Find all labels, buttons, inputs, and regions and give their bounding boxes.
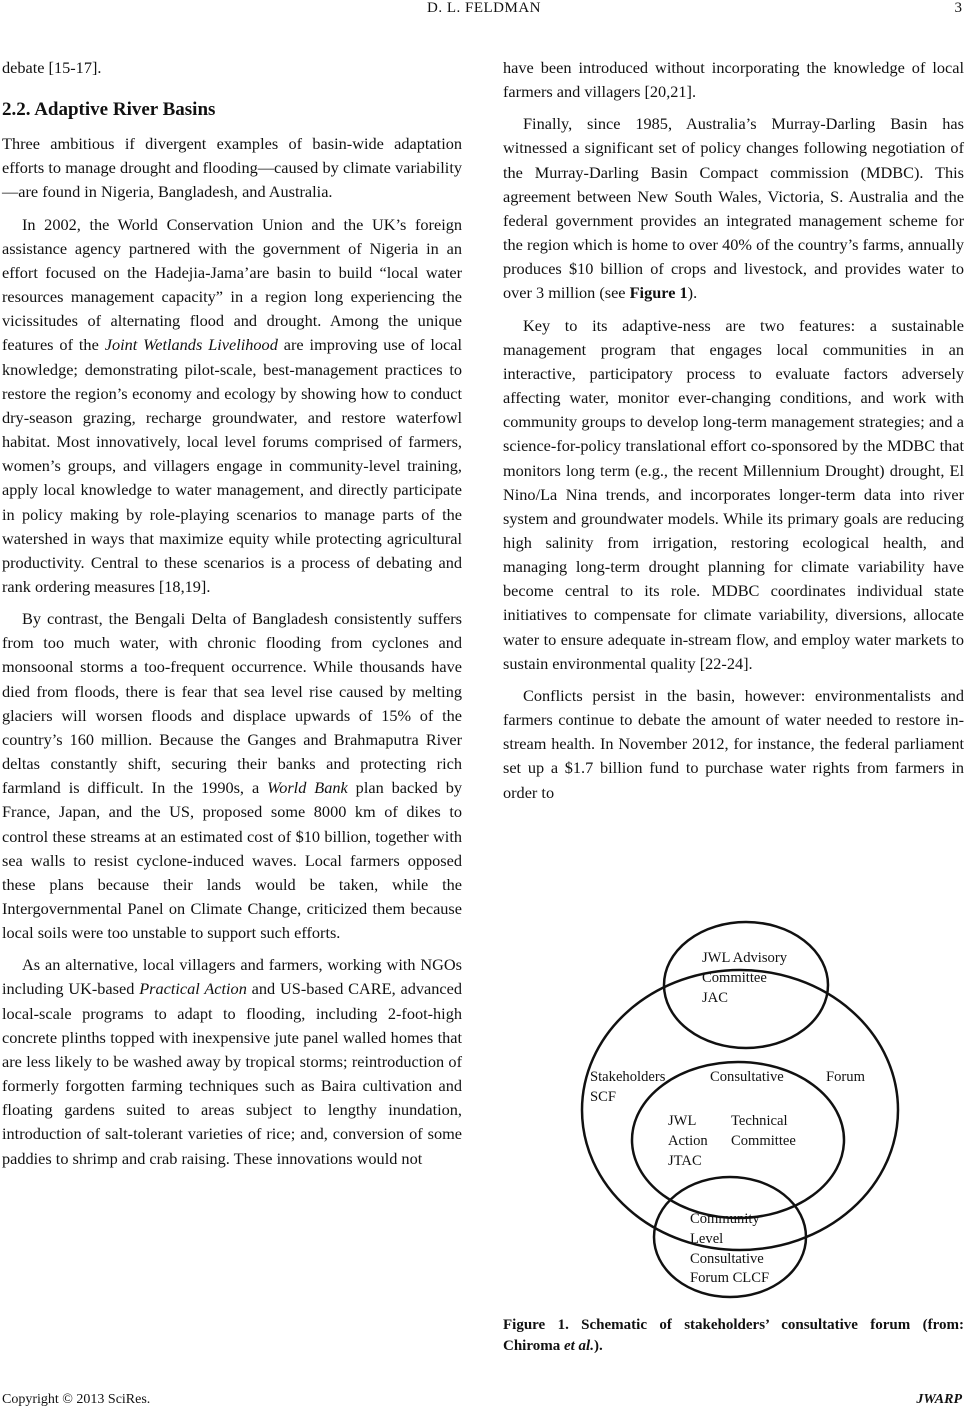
copyright-notice: Copyright © 2013 SciRes.: [2, 1392, 151, 1407]
text-run: plan backed by France, Japan, and the US, proposed some 8000 km of dikes to control these streams at an estimated cost of $10 billion, together with sea walls to resist cyclone-induced waves. Local farmers opposed these plans because their lands would be taken, while the Intergovernmental Panel on Climate Change, criticized them because local soils were too unstable to support such efforts.: [2, 778, 462, 943]
text-run: ).: [687, 283, 698, 303]
paragraph: Three ambitious if divergent examples of basin-wide adaptation efforts to manage drought and flooding—caused by climate variability—are found in Nigeria, Bangladesh, and Australia.: [2, 134, 462, 202]
jtac-label-line: JWL: [668, 1113, 697, 1129]
running-header: [0, 0, 968, 24]
clcf-label-line: Forum CLCF: [690, 1270, 770, 1286]
text-run: Finally, since 1985, Australia’s Murray-Darling Basin has witnessed a significant set of policy changes following negotiation of the Murray-Darling Basin Compact commission (MDBC). This agreement between New South Wales, Victoria, S. Australia and the federal government provides an integrated management scheme for the region which is home to over 40% of the country’s farms, annually produces $10 billion of crops and livestock, and provides water to over 3 million (see: [503, 114, 964, 303]
jtac-label-line: Action: [668, 1133, 708, 1149]
header-author: D. L. FELDMAN: [427, 0, 541, 16]
scf-label-forum: Forum: [826, 1069, 865, 1085]
paragraph: Conflicts persist in the basin, however: environmentalists and farmers continue to debate the amount of water needed to restore in-stream health. In November 2012, for instance, the federal parliament set up a $1.7 billion fund to purchase water rights from farmers in order to: [503, 685, 964, 802]
paragraph: debate [15-17].: [2, 58, 102, 77]
text-run: In 2002, the World Conservation Union and the UK’s foreign assistance agency partnered with the government of Nigeria in an effort focused on the Hadejia-Jama’are basin to build “local water resources management capacity” in a region long experiencing the vicissitudes of alternating flood and drought. Among the unique features of the: [2, 214, 462, 355]
jtac-label-line: Technical: [731, 1113, 788, 1129]
italic-term: World Bank: [267, 778, 348, 798]
italic-term: Joint Wetlands Livelihood: [104, 335, 278, 355]
text-run: and US-based CARE, advanced local-scale programs to adapt to flooding, including 2-foot-high concrete plinths topped with inexpensive jute panel walled homes that are less likely to be washed away by tropical storms; reintroduction of formerly forgotten farming techniques such as Baira cultivation and floating gardens suited to areas subject to lengthy inundation, introduction of salt-tolerant varieties of rice; and, conversion of some paddies to shrimp and crab raising. These innovations would not: [2, 979, 462, 1168]
text-run: As an alternative, local villagers and farmers, working with NGOs including UK-based: [2, 955, 462, 999]
paragraph: [2, 213, 462, 600]
text-run: are improving use of local knowledge; demonstrating pilot-scale, best-management practices to restore the region’s economy and ecology by showing how to conduct dry-season grazing, recharge groundwater, and restore waterfowl habitat. Most innovatively, local level forums comprised of farmers, women’s groups, and villagers engage in community-level training, apply local knowledge to water management, and directly participate in policy making by role-playing scenarios to manage parts of the watershed in ways that maximize equity while protecting agricultural productivity. Central to these scenarios is a process of debating and rank ordering measures [18,19].: [2, 335, 463, 596]
jtac-label-line: JTAC: [668, 1153, 702, 1169]
caption-italic: et al.: [563, 1338, 594, 1354]
section-heading: 2.2. Adaptive River Basins: [2, 99, 216, 121]
jac-label-line: JWL Advisory: [702, 950, 787, 966]
left-column: [2, 56, 462, 1179]
text-run: By contrast, the Bengali Delta of Bangladesh consistently suffers from too much water, with chronic flooding from cyclones and monsoonal storms a too-frequent occurrence. While thousands have died from floods, there is fear that sea level rise caused by melting glaciers will worsen floods and displace upwards of 15% of the country’s 160 million. Because the Ganges and Brahmaputra River deltas constantly shift, securing their banks and protecting rich farmland is difficult. In the 1990s, a: [2, 609, 462, 798]
paragraph: [503, 112, 964, 305]
figure-reference: Figure 1: [629, 283, 688, 303]
paragraph: [2, 953, 462, 1170]
figure-1-diagram: [580, 915, 910, 1300]
caption-end: ).: [593, 1338, 603, 1354]
italic-term: Practical Action: [139, 979, 247, 999]
jtac-label-line: Committee: [731, 1133, 796, 1149]
paragraph: have been introduced without incorporating the knowledge of local farmers and villagers [20,21].: [503, 58, 964, 102]
caption-text: Figure 1. Schematic of stakeholders’ consultative forum (from: Chiroma: [503, 1317, 964, 1354]
figure-caption: [503, 1315, 964, 1357]
jac-label-line: Committee: [702, 970, 767, 986]
scf-label-line: Stakeholders: [590, 1069, 666, 1085]
clcf-label-line: Community: [690, 1211, 760, 1227]
paragraph: Key to its adaptive-ness are two features: a sustainable management program that engages local communities in an interactive, participatory process to evaluate factors adversely affecting water, monitor ever-changing conditions, and work with community groups to develop long-term management strategies; and a science-for-policy translational effort co-sponsored by the MDBC that monitors long term (e.g., the recent Millennium Drought) drought, El Nino/La Nina trends, and incorporates longer-term data into river system and groundwater models. While its primary goals are reducing high salinity from irrigation, restoring ecological health, and managing long-term drought planning for climate variability have become central to its role. MDBC coordinates individual state initiatives to compensate for climate variability, diversions, allocate water to ensure adequate in-stream flow, and employ water markets to sustain environmental quality [22-24].: [503, 315, 964, 673]
diagram-svg: [580, 915, 910, 1300]
clcf-label-line: Consultative: [690, 1251, 764, 1267]
jac-label-line: JAC: [702, 990, 728, 1006]
right-column: [503, 56, 964, 813]
scf-label-line: SCF: [590, 1089, 616, 1105]
paragraph: [2, 607, 462, 945]
journal-abbrev: JWARP: [916, 1392, 962, 1407]
page-number: 3: [954, 0, 962, 16]
scf-ellipse: [582, 970, 898, 1250]
clcf-label-line: Level: [690, 1231, 724, 1247]
scf-label-consultative: Consultative: [710, 1069, 784, 1085]
